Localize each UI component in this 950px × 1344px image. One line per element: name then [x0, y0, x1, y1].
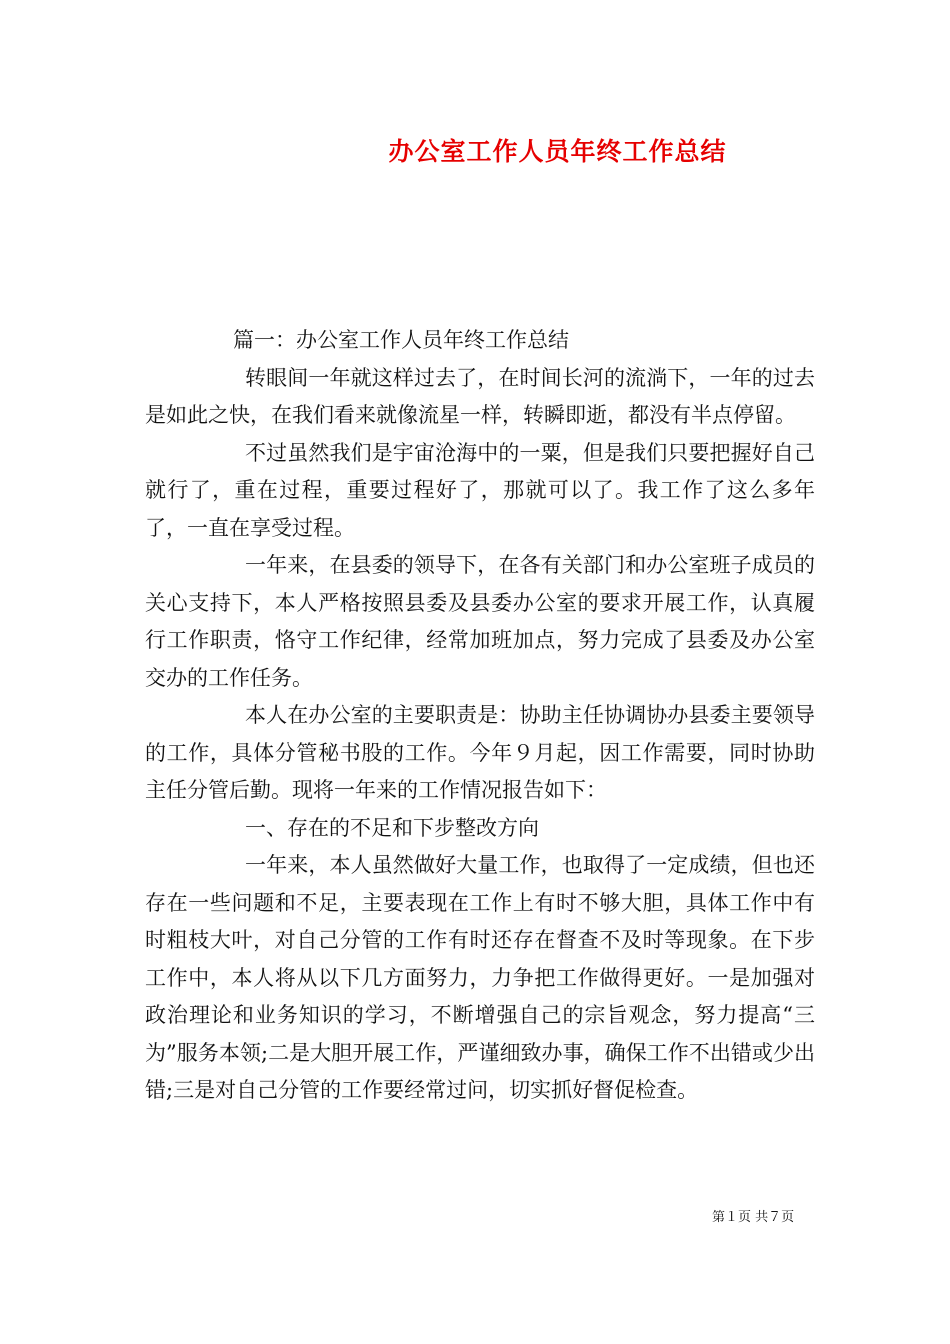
document-title: 办公室工作人员年终工作总结 [388, 137, 727, 166]
document-body [145, 322, 815, 1110]
section-heading: 篇一：办公室工作人员年终工作总结 [233, 328, 569, 352]
body-paragraph: 转眼间一年就这样过去了，在时间长河的流淌下，一年的过去是如此之快，在我们看来就像流星一样，转瞬即逝，都没有半点停留。 [145, 365, 815, 427]
body-paragraph: 本人在办公室的主要职责是：协助主任协调协办县委主要领导的工作，具体分管秘书股的工作。今年９月起，因工作需要，同时协助主任分管后勤。现将一年来的工作情况报告如下： [145, 703, 815, 802]
body-paragraph: 一年来，在县委的领导下，在各有关部门和办公室班子成员的关心支持下，本人严格按照县委及县委办公室的要求开展工作，认真履行工作职责，恪守工作纪律，经常加班加点，努力完成了县委及办公室交办的工作任务。 [145, 553, 815, 690]
page-number: 第１页 共７页 [712, 1210, 795, 1225]
subsection-heading: 一、存在的不足和下步整改方向 [245, 815, 539, 840]
body-paragraph: 一年来，本人虽然做好大量工作，也取得了一定成绩，但也还存在一些问题和不足，主要表现在工作上有时不够大胆，具体工作中有时粗枝大叶，对自己分管的工作有时还存在督查不及时等现象。在下步工作中，本人将从以下几方面努力，力争把工作做得更好。一是加强对政治理论和业务知识的学习，不断增强自己的宗旨观念，努力提高“三为”服务本领;二是大胆开展工作，严谨细致办事，确保工作不出错或少出错;三是对自己分管的工作要经常过问，切实抓好督促检查。 [145, 853, 815, 1102]
body-paragraph: 不过虽然我们是宇宙沧海中的一粟，但是我们只要把握好自己就行了，重在过程，重要过程好了，那就可以了。我工作了这么多年了，一直在享受过程。 [145, 440, 815, 540]
